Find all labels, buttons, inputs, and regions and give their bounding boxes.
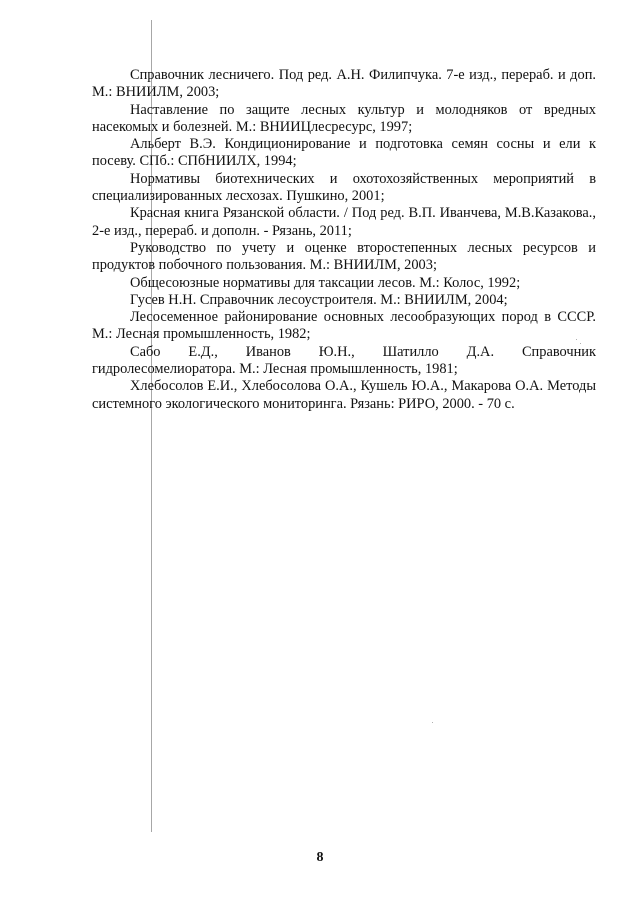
reference-item: Хлебосолов Е.И., Хлебосолова О.А., Кушель Ю.А., Макарова О.А. Методы системного экологического мониторинга. Рязань: РИРО, 2000. - 70 с.	[92, 378, 596, 412]
reference-item: Общесоюзные нормативы для таксации лесов. М.: Колос, 1992;	[130, 274, 521, 291]
reference-item: Красная книга Рязанской области. / Под ред. В.П. Иванчева, М.В.Казакова., 2-е изд., перераб. и дополн. - Рязань, 2011;	[92, 205, 596, 239]
reference-list	[92, 67, 596, 413]
reference-item: Нормативы биотехнических и охотохозяйственных мероприятий в специализированных лесхозах. Пушкино, 2001;	[92, 170, 596, 205]
reference-item: Справочник лесничего. Под ред. А.Н. Филипчука. 7-е изд., перераб. и доп. М.: ВНИИЛМ, 2003;	[92, 67, 596, 101]
reference-item: Руководство по учету и оценке второстепенных лесных ресурсов и продуктов побочного пользования. М.: ВНИИЛМ, 2003;	[92, 239, 596, 274]
reference-item: Сабо Е.Д., Иванов Ю.Н., Шатилло Д.А. Справочник гидролесомелиоратора. М.: Лесная промышленность, 1981;	[92, 343, 596, 378]
page-number: 8	[316, 850, 324, 865]
reference-item: Наставление по защите лесных культур и молодняков от вредных насекомых и болезней. М.: ВНИИЦлесресурс, 1997;	[92, 101, 596, 135]
scan-speck	[580, 343, 581, 344]
reference-item: Гусев Н.Н. Справочник лесоустроителя. М.: ВНИИЛМ, 2004;	[130, 291, 508, 308]
scan-speck	[432, 722, 433, 723]
reference-item: Альберт В.Э. Кондиционирование и подготовка семян сосны и ели к посеву. СПб.: СПбНИИЛХ, 1994;	[92, 136, 596, 170]
scan-speck	[576, 339, 577, 340]
reference-item: Лесосеменное районирование основных лесообразующих пород в СССР. М.: Лесная промышленность, 1982;	[92, 309, 596, 343]
